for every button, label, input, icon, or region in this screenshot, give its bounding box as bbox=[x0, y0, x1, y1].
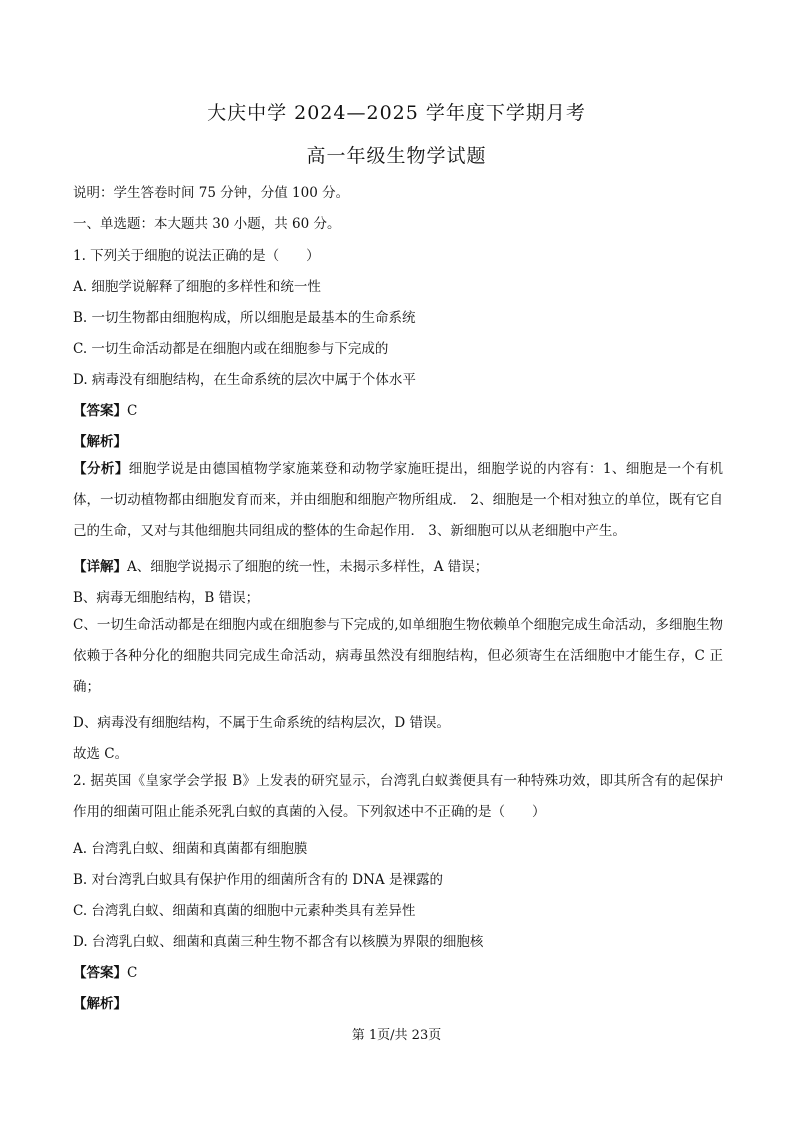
question-1-xiangjie-d: D、病毒没有细胞结构，不属于生命系统的结构层次，D 错误。 bbox=[73, 715, 450, 731]
question-1-option-a: A. 细胞学说解释了细胞的多样性和统一性 bbox=[73, 279, 321, 295]
xiangjie-a-text: A、细胞学说揭示了细胞的统一性，未揭示多样性，A 错误； bbox=[127, 559, 489, 575]
xiangjie-tag: 【详解】 bbox=[73, 559, 127, 575]
answer-value: C bbox=[127, 403, 138, 419]
question-1-option-c: C. 一切生命活动都是在细胞内或在细胞参与下完成的 bbox=[73, 341, 389, 357]
answer-tag: 【答案】 bbox=[73, 403, 127, 419]
page-subtitle: 高一年级生物学试题 bbox=[306, 145, 487, 167]
question-1-option-d: D. 病毒没有细胞结构，在生命系统的层次中属于个体水平 bbox=[73, 372, 416, 388]
question-1-xiangjie-a bbox=[73, 555, 728, 575]
answer-value: C bbox=[127, 965, 138, 981]
question-1-xiangjie-b: B、病毒无细胞结构，B 错误； bbox=[73, 590, 260, 606]
question-2-stem: 2. 据英国《皇家学会学报 B》上发表的研究显示，台湾乳白蚁粪便具有一种特殊功效，即其所含有的起保护作用的细菌可阻止能杀死乳白蚁的真菌的入侵。下列叙述中不正确的是（ ） bbox=[73, 773, 723, 820]
question-2-option-c: C. 台湾乳白蚁、细菌和真菌的细胞中元素种类具有差异性 bbox=[73, 903, 416, 919]
question-2-analysis-tag: 【解析】 bbox=[73, 996, 127, 1012]
question-1-conclusion: 故选 C。 bbox=[73, 746, 129, 762]
exam-note: 说明：学生答卷时间 75 分钟，分值 100 分。 bbox=[73, 185, 350, 201]
fenxi-tag: 【分析】 bbox=[73, 461, 129, 477]
question-1-answer bbox=[73, 399, 728, 419]
fenxi-text: 细胞学说是由德国植物学家施莱登和动物学家施旺提出，细胞学说的内容有：1、细胞是一个有机体，一切动植物都由细胞发育而来，并由细胞和细胞产物所组成． 2、细胞是一个相对独立的单位，既有它自己的生命，又对与其他细胞共同组成的整体的生命起作用． 3、新细胞可以从老细胞中产生。 bbox=[73, 461, 724, 539]
question-2-option-a: A. 台湾乳白蚁、细菌和真菌都有细胞膜 bbox=[73, 841, 308, 857]
page-title: 大庆中学 2024—2025 学年度下学期月考 bbox=[207, 102, 586, 124]
page-number: 第 1页/共 23页 bbox=[351, 1028, 442, 1043]
question-2-option-d: D. 台湾乳白蚁、细菌和真菌三种生物不都含有以核膜为界限的细胞核 bbox=[73, 934, 484, 950]
answer-tag: 【答案】 bbox=[73, 965, 127, 981]
question-1-analysis-tag: 【解析】 bbox=[73, 434, 127, 450]
question-1-stem: 1. 下列关于细胞的说法正确的是（ ） bbox=[73, 248, 320, 264]
section-heading: 一、单选题：本大题共 30 小题，共 60 分。 bbox=[73, 216, 341, 232]
question-1-fenxi bbox=[73, 454, 723, 547]
question-1-xiangjie-c: C、一切生命活动都是在细胞内或在细胞参与下完成的,如单细胞生物依赖单个细胞完成生命活动，多细胞生物依赖于各种分化的细胞共同完成生命活动，病毒虽然没有细胞结构，但必须寄生在活细胞中才能生存，C 正确； bbox=[73, 617, 723, 695]
question-2-option-b: B. 对台湾乳白蚁具有保护作用的细菌所含有的 DNA 是裸露的 bbox=[73, 872, 443, 888]
question-2-answer bbox=[73, 961, 728, 981]
question-1-option-b: B. 一切生物都由细胞构成，所以细胞是最基本的生命系统 bbox=[73, 310, 416, 326]
